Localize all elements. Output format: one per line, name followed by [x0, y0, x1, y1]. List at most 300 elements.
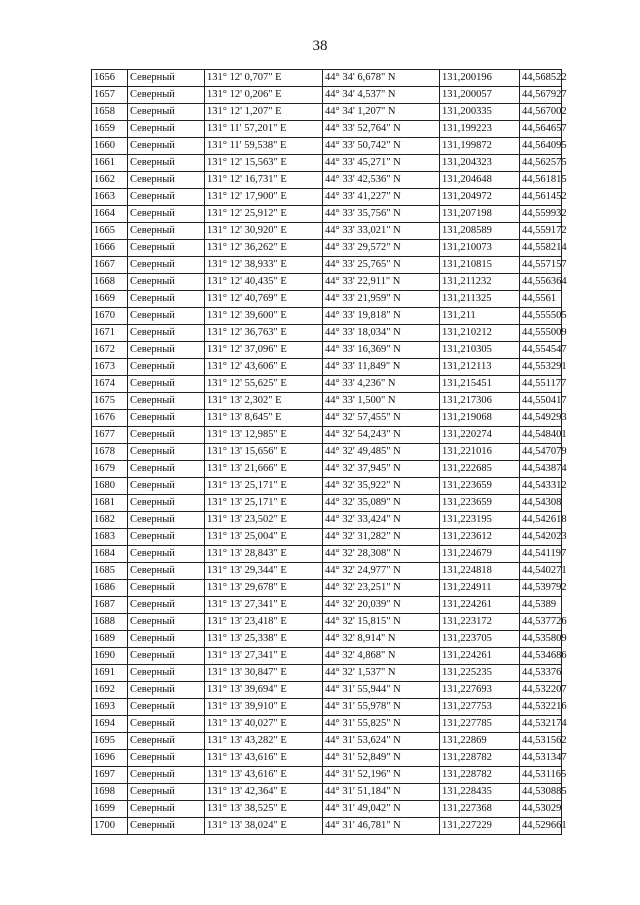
longitude-dms-cell: 131° 13' 25,004" E: [205, 529, 323, 546]
longitude-dms-cell: 131° 12' 0,707" E: [205, 70, 323, 87]
longitude-decimal-cell: 131,200335: [440, 104, 520, 121]
point-number-cell: 1669: [92, 291, 128, 308]
zone-cell: Северный: [128, 461, 205, 478]
longitude-decimal-cell: 131,217306: [440, 393, 520, 410]
point-number-cell: 1666: [92, 240, 128, 257]
latitude-decimal-cell: 44,532174: [520, 716, 562, 733]
latitude-decimal-cell: 44,555505: [520, 308, 562, 325]
zone-cell: Северный: [128, 631, 205, 648]
point-number-cell: 1692: [92, 682, 128, 699]
zone-cell: Северный: [128, 546, 205, 563]
latitude-decimal-cell: 44,543874: [520, 461, 562, 478]
latitude-dms-cell: 44° 32' 24,977" N: [323, 563, 440, 580]
point-number-cell: 1678: [92, 444, 128, 461]
zone-cell: Северный: [128, 87, 205, 104]
table-row: [92, 614, 562, 631]
latitude-decimal-cell: 44,537726: [520, 614, 562, 631]
table-row: [92, 359, 562, 376]
table-row: [92, 546, 562, 563]
point-number-cell: 1687: [92, 597, 128, 614]
table-row: [92, 750, 562, 767]
latitude-decimal-cell: 44,529661: [520, 818, 562, 835]
longitude-dms-cell: 131° 12' 40,435" E: [205, 274, 323, 291]
latitude-decimal-cell: 44,549293: [520, 410, 562, 427]
latitude-dms-cell: 44° 34' 1,207" N: [323, 104, 440, 121]
latitude-dms-cell: 44° 33' 45,271" N: [323, 155, 440, 172]
longitude-dms-cell: 131° 13' 25,171" E: [205, 495, 323, 512]
latitude-decimal-cell: 44,540271: [520, 563, 562, 580]
latitude-dms-cell: 44° 33' 21,959" N: [323, 291, 440, 308]
table-row: [92, 631, 562, 648]
latitude-dms-cell: 44° 33' 19,818" N: [323, 308, 440, 325]
table-row: [92, 699, 562, 716]
latitude-decimal-cell: 44,564657: [520, 121, 562, 138]
point-number-cell: 1659: [92, 121, 128, 138]
zone-cell: Северный: [128, 716, 205, 733]
longitude-dms-cell: 131° 13' 42,364" E: [205, 784, 323, 801]
longitude-dms-cell: 131° 13' 38,525" E: [205, 801, 323, 818]
longitude-decimal-cell: 131,210212: [440, 325, 520, 342]
latitude-decimal-cell: 44,561815: [520, 172, 562, 189]
point-number-cell: 1698: [92, 784, 128, 801]
point-number-cell: 1664: [92, 206, 128, 223]
longitude-dms-cell: 131° 12' 43,606" E: [205, 359, 323, 376]
zone-cell: Северный: [128, 410, 205, 427]
longitude-dms-cell: 131° 12' 25,912" E: [205, 206, 323, 223]
latitude-decimal-cell: 44,564095: [520, 138, 562, 155]
longitude-dms-cell: 131° 12' 37,096" E: [205, 342, 323, 359]
longitude-dms-cell: 131° 12' 40,769" E: [205, 291, 323, 308]
longitude-decimal-cell: 131,228782: [440, 750, 520, 767]
longitude-decimal-cell: 131,224261: [440, 597, 520, 614]
zone-cell: Северный: [128, 597, 205, 614]
table-row: [92, 563, 562, 580]
longitude-dms-cell: 131° 13' 27,341" E: [205, 597, 323, 614]
zone-cell: Северный: [128, 206, 205, 223]
table-row: [92, 427, 562, 444]
latitude-dms-cell: 44° 32' 4,868" N: [323, 648, 440, 665]
zone-cell: Северный: [128, 614, 205, 631]
table-row: [92, 648, 562, 665]
longitude-dms-cell: 131° 13' 39,694" E: [205, 682, 323, 699]
point-number-cell: 1673: [92, 359, 128, 376]
point-number-cell: 1677: [92, 427, 128, 444]
latitude-dms-cell: 44° 33' 22,911" N: [323, 274, 440, 291]
latitude-decimal-cell: 44,5389: [520, 597, 562, 614]
longitude-decimal-cell: 131,228782: [440, 767, 520, 784]
longitude-decimal-cell: 131,227229: [440, 818, 520, 835]
zone-cell: Северный: [128, 478, 205, 495]
zone-cell: Северный: [128, 495, 205, 512]
longitude-decimal-cell: 131,227753: [440, 699, 520, 716]
table-row: [92, 461, 562, 478]
longitude-decimal-cell: 131,200057: [440, 87, 520, 104]
point-number-cell: 1680: [92, 478, 128, 495]
longitude-dms-cell: 131° 13' 38,024" E: [205, 818, 323, 835]
point-number-cell: 1693: [92, 699, 128, 716]
zone-cell: Северный: [128, 512, 205, 529]
latitude-dms-cell: 44° 32' 37,945" N: [323, 461, 440, 478]
longitude-dms-cell: 131° 12' 0,206" E: [205, 87, 323, 104]
latitude-dms-cell: 44° 33' 25,765" N: [323, 257, 440, 274]
zone-cell: Северный: [128, 325, 205, 342]
zone-cell: Северный: [128, 580, 205, 597]
latitude-decimal-cell: 44,54308: [520, 495, 562, 512]
latitude-decimal-cell: 44,562575: [520, 155, 562, 172]
zone-cell: Северный: [128, 648, 205, 665]
point-number-cell: 1665: [92, 223, 128, 240]
longitude-dms-cell: 131° 13' 43,616" E: [205, 767, 323, 784]
latitude-decimal-cell: 44,542023: [520, 529, 562, 546]
point-number-cell: 1656: [92, 70, 128, 87]
table-row: [92, 223, 562, 240]
zone-cell: Северный: [128, 784, 205, 801]
latitude-dms-cell: 44° 32' 35,089" N: [323, 495, 440, 512]
zone-cell: Северный: [128, 308, 205, 325]
point-number-cell: 1663: [92, 189, 128, 206]
table-row: [92, 512, 562, 529]
longitude-decimal-cell: 131,211325: [440, 291, 520, 308]
longitude-dms-cell: 131° 13' 43,282" E: [205, 733, 323, 750]
point-number-cell: 1685: [92, 563, 128, 580]
longitude-dms-cell: 131° 13' 30,847" E: [205, 665, 323, 682]
latitude-dms-cell: 44° 31' 46,781" N: [323, 818, 440, 835]
latitude-dms-cell: 44° 34' 4,537" N: [323, 87, 440, 104]
table-row: [92, 529, 562, 546]
longitude-dms-cell: 131° 12' 30,920" E: [205, 223, 323, 240]
latitude-dms-cell: 44° 31' 55,825" N: [323, 716, 440, 733]
latitude-dms-cell: 44° 32' 33,424" N: [323, 512, 440, 529]
table-row: [92, 580, 562, 597]
latitude-dms-cell: 44° 32' 35,922" N: [323, 478, 440, 495]
point-number-cell: 1700: [92, 818, 128, 835]
coordinates-table: [91, 69, 567, 835]
latitude-decimal-cell: 44,561452: [520, 189, 562, 206]
point-number-cell: 1686: [92, 580, 128, 597]
zone-cell: Северный: [128, 70, 205, 87]
longitude-decimal-cell: 131,208589: [440, 223, 520, 240]
latitude-decimal-cell: 44,550417: [520, 393, 562, 410]
zone-cell: Северный: [128, 699, 205, 716]
zone-cell: Северный: [128, 172, 205, 189]
table-row: [92, 444, 562, 461]
point-number-cell: 1671: [92, 325, 128, 342]
longitude-decimal-cell: 131,224818: [440, 563, 520, 580]
table-row: [92, 257, 562, 274]
latitude-decimal-cell: 44,559172: [520, 223, 562, 240]
zone-cell: Северный: [128, 376, 205, 393]
latitude-decimal-cell: 44,568522: [520, 70, 562, 87]
zone-cell: Северный: [128, 444, 205, 461]
zone-cell: Северный: [128, 155, 205, 172]
point-number-cell: 1672: [92, 342, 128, 359]
latitude-dms-cell: 44° 33' 41,227" N: [323, 189, 440, 206]
longitude-decimal-cell: 131,210073: [440, 240, 520, 257]
longitude-decimal-cell: 131,220274: [440, 427, 520, 444]
longitude-decimal-cell: 131,224911: [440, 580, 520, 597]
longitude-decimal-cell: 131,223705: [440, 631, 520, 648]
latitude-dms-cell: 44° 31' 55,944" N: [323, 682, 440, 699]
zone-cell: Северный: [128, 257, 205, 274]
point-number-cell: 1689: [92, 631, 128, 648]
point-number-cell: 1682: [92, 512, 128, 529]
latitude-dms-cell: 44° 32' 28,308" N: [323, 546, 440, 563]
table-row: [92, 206, 562, 223]
longitude-dms-cell: 131° 13' 23,502" E: [205, 512, 323, 529]
table-row: [92, 801, 562, 818]
zone-cell: Северный: [128, 342, 205, 359]
latitude-decimal-cell: 44,541197: [520, 546, 562, 563]
latitude-dms-cell: 44° 33' 42,536" N: [323, 172, 440, 189]
table-row: [92, 716, 562, 733]
point-number-cell: 1660: [92, 138, 128, 155]
latitude-dms-cell: 44° 34' 6,678" N: [323, 70, 440, 87]
longitude-dms-cell: 131° 13' 39,910" E: [205, 699, 323, 716]
zone-cell: Северный: [128, 563, 205, 580]
latitude-decimal-cell: 44,559932: [520, 206, 562, 223]
latitude-decimal-cell: 44,534686: [520, 648, 562, 665]
zone-cell: Северный: [128, 223, 205, 240]
point-number-cell: 1690: [92, 648, 128, 665]
latitude-dms-cell: 44° 33' 35,756" N: [323, 206, 440, 223]
longitude-decimal-cell: 131,22869: [440, 733, 520, 750]
page-number: 38: [312, 38, 328, 54]
longitude-decimal-cell: 131,211: [440, 308, 520, 325]
point-number-cell: 1667: [92, 257, 128, 274]
table-row: [92, 155, 562, 172]
table-row: [92, 325, 562, 342]
longitude-dms-cell: 131° 12' 39,600" E: [205, 308, 323, 325]
latitude-decimal-cell: 44,547079: [520, 444, 562, 461]
longitude-decimal-cell: 131,200196: [440, 70, 520, 87]
latitude-dms-cell: 44° 33' 1,500" N: [323, 393, 440, 410]
zone-cell: Северный: [128, 121, 205, 138]
latitude-decimal-cell: 44,531562: [520, 733, 562, 750]
latitude-dms-cell: 44° 32' 31,282" N: [323, 529, 440, 546]
longitude-decimal-cell: 131,204972: [440, 189, 520, 206]
point-number-cell: 1679: [92, 461, 128, 478]
point-number-cell: 1688: [92, 614, 128, 631]
longitude-decimal-cell: 131,215451: [440, 376, 520, 393]
point-number-cell: 1662: [92, 172, 128, 189]
longitude-decimal-cell: 131,223195: [440, 512, 520, 529]
longitude-dms-cell: 131° 11' 59,538" E: [205, 138, 323, 155]
latitude-decimal-cell: 44,542618: [520, 512, 562, 529]
latitude-decimal-cell: 44,567002: [520, 104, 562, 121]
latitude-decimal-cell: 44,5561: [520, 291, 562, 308]
point-number-cell: 1676: [92, 410, 128, 427]
table-row: [92, 87, 562, 104]
latitude-dms-cell: 44° 32' 20,039" N: [323, 597, 440, 614]
longitude-dms-cell: 131° 12' 36,262" E: [205, 240, 323, 257]
table-row: [92, 240, 562, 257]
latitude-decimal-cell: 44,556364: [520, 274, 562, 291]
longitude-dms-cell: 131° 13' 15,656" E: [205, 444, 323, 461]
table-row: [92, 665, 562, 682]
longitude-decimal-cell: 131,223659: [440, 495, 520, 512]
longitude-dms-cell: 131° 13' 23,418" E: [205, 614, 323, 631]
point-number-cell: 1675: [92, 393, 128, 410]
latitude-dms-cell: 44° 33' 16,369" N: [323, 342, 440, 359]
zone-cell: Северный: [128, 240, 205, 257]
table-row: [92, 138, 562, 155]
longitude-decimal-cell: 131,199223: [440, 121, 520, 138]
table-row: [92, 818, 562, 835]
latitude-dms-cell: 44° 33' 50,742" N: [323, 138, 440, 155]
longitude-decimal-cell: 131,221016: [440, 444, 520, 461]
longitude-dms-cell: 131° 13' 8,645" E: [205, 410, 323, 427]
table-row: [92, 70, 562, 87]
latitude-decimal-cell: 44,531347: [520, 750, 562, 767]
table-row: [92, 342, 562, 359]
longitude-decimal-cell: 131,223172: [440, 614, 520, 631]
table-row: [92, 376, 562, 393]
longitude-dms-cell: 131° 12' 17,900" E: [205, 189, 323, 206]
longitude-decimal-cell: 131,211232: [440, 274, 520, 291]
table-row: [92, 410, 562, 427]
longitude-decimal-cell: 131,227693: [440, 682, 520, 699]
longitude-decimal-cell: 131,223659: [440, 478, 520, 495]
table-row: [92, 495, 562, 512]
longitude-dms-cell: 131° 12' 16,731" E: [205, 172, 323, 189]
latitude-decimal-cell: 44,548401: [520, 427, 562, 444]
longitude-dms-cell: 131° 13' 27,341" E: [205, 648, 323, 665]
point-number-cell: 1691: [92, 665, 128, 682]
longitude-decimal-cell: 131,212113: [440, 359, 520, 376]
longitude-decimal-cell: 131,228435: [440, 784, 520, 801]
point-number-cell: 1657: [92, 87, 128, 104]
latitude-dms-cell: 44° 31' 52,196" N: [323, 767, 440, 784]
latitude-dms-cell: 44° 32' 23,251" N: [323, 580, 440, 597]
longitude-decimal-cell: 131,219068: [440, 410, 520, 427]
table-row: [92, 393, 562, 410]
latitude-decimal-cell: 44,554547: [520, 342, 562, 359]
point-number-cell: 1695: [92, 733, 128, 750]
longitude-decimal-cell: 131,210815: [440, 257, 520, 274]
zone-cell: Северный: [128, 767, 205, 784]
zone-cell: Северный: [128, 801, 205, 818]
longitude-decimal-cell: 131,199872: [440, 138, 520, 155]
latitude-dms-cell: 44° 33' 11,849" N: [323, 359, 440, 376]
latitude-decimal-cell: 44,567927: [520, 87, 562, 104]
latitude-decimal-cell: 44,543312: [520, 478, 562, 495]
latitude-dms-cell: 44° 31' 52,849" N: [323, 750, 440, 767]
latitude-decimal-cell: 44,553291: [520, 359, 562, 376]
zone-cell: Северный: [128, 750, 205, 767]
longitude-dms-cell: 131° 13' 25,171" E: [205, 478, 323, 495]
zone-cell: Северный: [128, 291, 205, 308]
longitude-dms-cell: 131° 13' 40,027" E: [205, 716, 323, 733]
longitude-dms-cell: 131° 13' 28,843" E: [205, 546, 323, 563]
longitude-decimal-cell: 131,224679: [440, 546, 520, 563]
zone-cell: Северный: [128, 529, 205, 546]
latitude-dms-cell: 44° 33' 33,021" N: [323, 223, 440, 240]
latitude-decimal-cell: 44,530885: [520, 784, 562, 801]
table-row: [92, 121, 562, 138]
latitude-dms-cell: 44° 33' 4,236" N: [323, 376, 440, 393]
point-number-cell: 1674: [92, 376, 128, 393]
longitude-decimal-cell: 131,210305: [440, 342, 520, 359]
point-number-cell: 1681: [92, 495, 128, 512]
latitude-dms-cell: 44° 31' 55,978" N: [323, 699, 440, 716]
latitude-dms-cell: 44° 32' 8,914" N: [323, 631, 440, 648]
table-row: [92, 308, 562, 325]
table-row: [92, 767, 562, 784]
longitude-dms-cell: 131° 13' 43,616" E: [205, 750, 323, 767]
latitude-decimal-cell: 44,531165: [520, 767, 562, 784]
latitude-dms-cell: 44° 33' 18,034" N: [323, 325, 440, 342]
longitude-dms-cell: 131° 12' 1,207" E: [205, 104, 323, 121]
zone-cell: Северный: [128, 274, 205, 291]
zone-cell: Северный: [128, 189, 205, 206]
table-row: [92, 291, 562, 308]
latitude-dms-cell: 44° 32' 54,243" N: [323, 427, 440, 444]
latitude-decimal-cell: 44,558214: [520, 240, 562, 257]
longitude-decimal-cell: 131,225235: [440, 665, 520, 682]
latitude-decimal-cell: 44,53029: [520, 801, 562, 818]
point-number-cell: 1670: [92, 308, 128, 325]
longitude-dms-cell: 131° 13' 2,302" E: [205, 393, 323, 410]
table-row: [92, 682, 562, 699]
zone-cell: Северный: [128, 138, 205, 155]
point-number-cell: 1696: [92, 750, 128, 767]
longitude-decimal-cell: 131,207198: [440, 206, 520, 223]
table-row: [92, 784, 562, 801]
point-number-cell: 1668: [92, 274, 128, 291]
latitude-dms-cell: 44° 31' 51,184" N: [323, 784, 440, 801]
table-row: [92, 172, 562, 189]
zone-cell: Северный: [128, 682, 205, 699]
latitude-dms-cell: 44° 31' 53,624" N: [323, 733, 440, 750]
point-number-cell: 1658: [92, 104, 128, 121]
longitude-dms-cell: 131° 13' 29,678" E: [205, 580, 323, 597]
zone-cell: Северный: [128, 427, 205, 444]
latitude-dms-cell: 44° 33' 52,764" N: [323, 121, 440, 138]
longitude-dms-cell: 131° 13' 12,985" E: [205, 427, 323, 444]
zone-cell: Северный: [128, 818, 205, 835]
longitude-decimal-cell: 131,204648: [440, 172, 520, 189]
latitude-dms-cell: 44° 33' 29,572" N: [323, 240, 440, 257]
longitude-decimal-cell: 131,227785: [440, 716, 520, 733]
latitude-decimal-cell: 44,535809: [520, 631, 562, 648]
zone-cell: Северный: [128, 359, 205, 376]
table-row: [92, 274, 562, 291]
latitude-dms-cell: 44° 31' 49,042" N: [323, 801, 440, 818]
latitude-decimal-cell: 44,53376: [520, 665, 562, 682]
latitude-dms-cell: 44° 32' 1,537" N: [323, 665, 440, 682]
longitude-decimal-cell: 131,224261: [440, 648, 520, 665]
table-row: [92, 597, 562, 614]
longitude-decimal-cell: 131,222685: [440, 461, 520, 478]
latitude-decimal-cell: 44,539792: [520, 580, 562, 597]
latitude-decimal-cell: 44,551177: [520, 376, 562, 393]
zone-cell: Северный: [128, 393, 205, 410]
longitude-dms-cell: 131° 13' 21,666" E: [205, 461, 323, 478]
latitude-decimal-cell: 44,557157: [520, 257, 562, 274]
latitude-dms-cell: 44° 32' 49,485" N: [323, 444, 440, 461]
table-row: [92, 104, 562, 121]
point-number-cell: 1694: [92, 716, 128, 733]
point-number-cell: 1661: [92, 155, 128, 172]
point-number-cell: 1699: [92, 801, 128, 818]
longitude-dms-cell: 131° 12' 38,933" E: [205, 257, 323, 274]
longitude-dms-cell: 131° 12' 36,763" E: [205, 325, 323, 342]
longitude-dms-cell: 131° 12' 15,563" E: [205, 155, 323, 172]
latitude-dms-cell: 44° 32' 15,815" N: [323, 614, 440, 631]
point-number-cell: 1697: [92, 767, 128, 784]
table-row: [92, 189, 562, 206]
latitude-dms-cell: 44° 32' 57,455" N: [323, 410, 440, 427]
